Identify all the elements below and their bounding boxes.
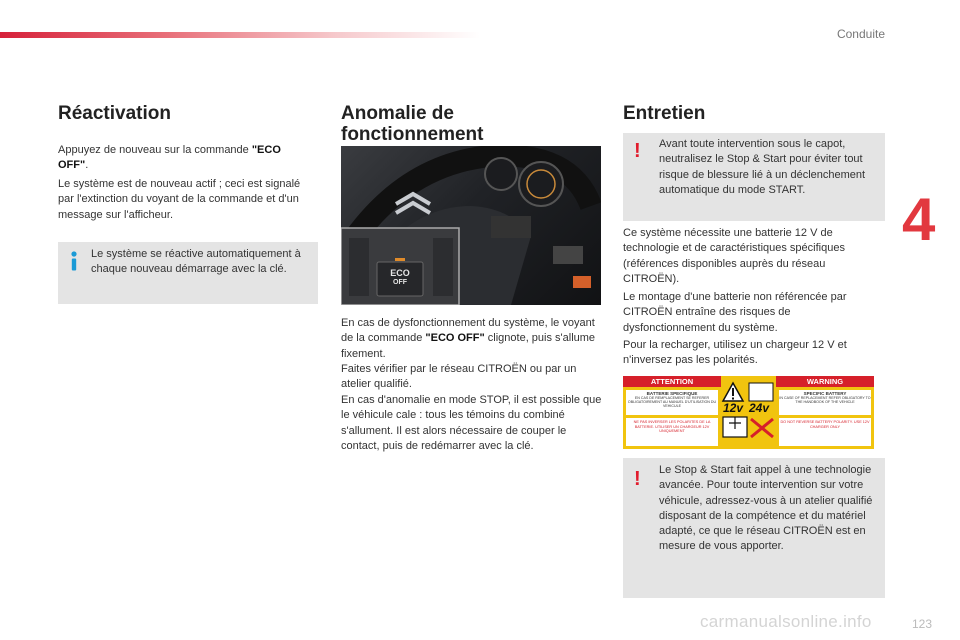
- label-attention-header: ATTENTION: [623, 376, 721, 387]
- anomaly-command-name: "ECO OFF": [425, 332, 485, 345]
- anomaly-text-1: [341, 316, 603, 362]
- label-right-title: SPECIFIC BATTERY: [803, 391, 847, 396]
- battery-warning-label: [623, 376, 874, 449]
- reactivation-title: Réactivation: [58, 103, 171, 124]
- label-12v: 12v: [723, 401, 744, 415]
- label-right-text: IN CASE OF REPLACEMENT REFER OBLIGATORY TO THE HANDBOOK OF THE VEHICLE: [779, 396, 871, 405]
- maintenance-para-1: Ce système nécessite une batterie 12 V de technologie et de caractéristiques spécifiques (références disponibles auprès du réseau CITROËN).: [623, 227, 845, 285]
- warning-icon-2: !: [634, 468, 641, 490]
- dashboard-photo: [341, 146, 601, 305]
- anomaly-text-1-pre: En cas de dysfonctionnement du système, le voyant de la commande: [341, 317, 595, 345]
- label-right-red: DO NOT REVERSE BATTERY POLARITY. USE 12V CHARGER ONLY: [779, 418, 871, 446]
- eco-off-button-line2: OFF: [393, 279, 407, 286]
- reactivation-text-1-pre: Appuyez de nouveau sur la commande: [58, 144, 252, 156]
- eco-off-button: [377, 268, 423, 288]
- reactivation-text-1-post: .: [85, 159, 89, 172]
- warning-box-2: [623, 458, 885, 598]
- warning-text-1: Avant toute intervention sous le capot, neutralisez le Stop & Start pour éviter tout risque de blessure lié à un déclenchement automatique du mode START.: [659, 138, 866, 196]
- label-left-text: EN CAS DE REMPLACEMENT SE REFERER OBLIGATOIREMENT AU MANUEL D'UTILISATION DU VEHICULE: [627, 396, 717, 409]
- reactivation-info-box: [58, 242, 318, 304]
- label-left-panel: [626, 390, 718, 415]
- warning-text-2: Le Stop & Start fait appel à une technologie avancée. Pour toute intervention sur votre véhicule, adressez-vous à un atelier qualifié disposant de la compétence et du matériel adapté, ce que le réseau CITROËN est en mesure de vous apporter.: [659, 464, 873, 553]
- label-right-panel: [779, 390, 871, 415]
- footer-watermark: carmanualsonline.info: [700, 612, 872, 631]
- warning-box-1: [623, 133, 885, 221]
- section-title: Conduite: [836, 27, 885, 41]
- chapter-number: 4: [902, 186, 936, 253]
- label-left-title: BATTERIE SPECIFIQUE: [646, 391, 698, 396]
- maintenance-para-2: Le montage d'une batterie non référencée par CITROËN entraîne des risques de dysfonctionnement du système.: [623, 291, 847, 334]
- label-24v: 24v: [749, 401, 770, 415]
- anomaly-title-line2: fonctionnement: [341, 124, 484, 145]
- label-warning-header: WARNING: [776, 376, 874, 387]
- reactivation-info-text: Le système se réactive automatiquement à chaque nouveau démarrage avec la clé.: [91, 248, 301, 276]
- anomaly-text-3: En cas d'anomalie en mode STOP, il est possible que le véhicule cale : tous les témoins du combiné s'allument. Il est alors nécessaire de couper le contact, puis de redémarrer avec la clé.: [341, 394, 602, 452]
- anomaly-text-1-post: clignote, puis s'allume fixement.: [341, 332, 596, 360]
- maintenance-para-3: Pour la recharger, utilisez un chargeur 12 V et n'inversez pas les polarités.: [623, 339, 847, 367]
- page-number: 123: [912, 617, 933, 631]
- info-icon: [69, 251, 79, 271]
- warning-icon: !: [634, 140, 641, 162]
- eco-off-button-line1: ECO: [390, 268, 410, 278]
- reactivation-text-2: Le système est de nouveau actif ; ceci est signalé par l'extinction du voyant de la commande et d'un message sur l'afficheur.: [58, 178, 301, 221]
- maintenance-title: Entretien: [623, 103, 706, 124]
- top-accent-bar: [0, 32, 480, 38]
- anomaly-title-line1: Anomalie de: [341, 103, 454, 124]
- anomaly-text-2: Faites vérifier par le réseau CITROËN ou par un atelier qualifié.: [341, 363, 577, 391]
- reactivation-text-1: [58, 143, 310, 174]
- reactivation-command-name: "ECO OFF": [58, 144, 281, 172]
- label-left-red: NE PAS INVERSER LES POLARITES DE LA BATTERIE. UTILISER UN CHARGEUR 12V UNIQUEMENT: [626, 418, 718, 446]
